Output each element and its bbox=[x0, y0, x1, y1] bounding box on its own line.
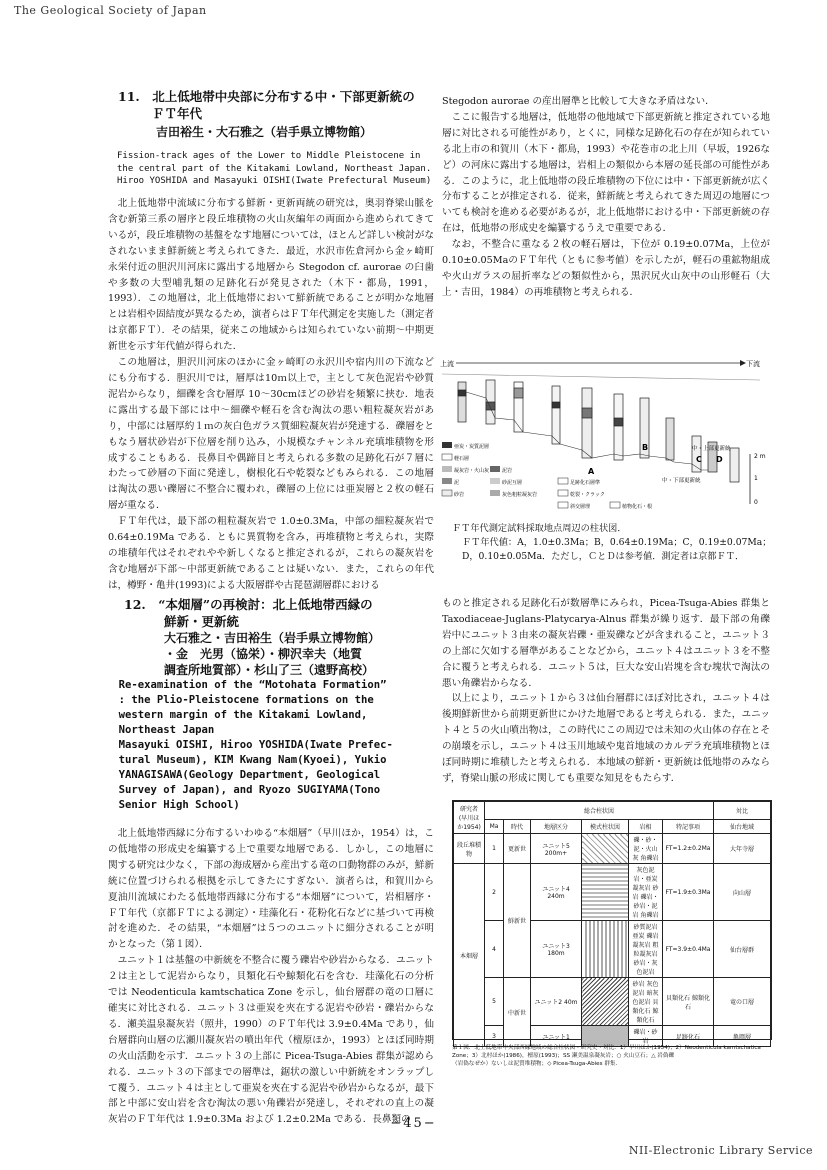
note-4: 貝類化石 鯨類化石 bbox=[663, 978, 714, 1026]
header-composite: 総合柱状図 bbox=[485, 802, 714, 820]
header-column: 模式柱状図 bbox=[582, 820, 629, 834]
article-11-left-column bbox=[118, 88, 432, 140]
column-pattern bbox=[582, 864, 629, 921]
page-number: −45− bbox=[390, 1116, 437, 1131]
legend-item: 砂岩 bbox=[454, 492, 465, 498]
sendai-unit: 向山層 bbox=[714, 864, 771, 921]
article-12-title-line1: 12. “本畑層”の再検討：北上低地帯西縁の bbox=[124, 597, 373, 612]
unit-5-lithology: 礫・砂・泥・火山灰 角礫岩 bbox=[629, 834, 663, 864]
paragraph: 北上低地帯中流域に分布する鮮新・更新両統の研究は，奥羽脊梁山脈を含む新第三系の層序と段丘堆積物の火山灰編年の両面から進められてきているが，段丘堆積物の基盤をなす地層については，ほとんど詳しい検討がなされないまま鮮新統と考えられてきた．最近，水沢市佐倉河から金ヶ崎町永栄付近の胆沢川河床に露出する地層から Stegodon cf. aurorae の臼歯や多数の大型哺乳類の足跡化石が発見された（木下・都鳥，1991，1993）．この地層は，北上低地帯において鮮新統であることが明かな地層とは岩相や固結度が異なるため，演者らはＦＴ年代測定を実施した（測定者は京都ＦＴ）．その結果，従来この地域からは知られていない前期～中期更新世を示す年代値が得られた． bbox=[108, 198, 434, 353]
legend-item: 亜炭・炭質泥層 bbox=[454, 444, 490, 450]
columnar-section-figure bbox=[440, 358, 770, 518]
paragraph: ここに報告する地層は，低地帯の他地域で下部更新統と推定されている地層に対比される可能性があり，とくに，同様な足跡化石の存在が知られている北上市の和賀川（木下・都鳥，1993）や花巻市の北上川（早坂，1926など）の河床に露出する地層は，岩相上の類似から本層の延長部の可能性がある．このように，北上低地帯の段丘堆積物の下位には中・下部更新統が広く分布することが推定される．従来，鮮新統と考えられてきた周辺の地層についても検討を進める必要があるが，北上低地帯における中・下部更新統の存在は，低地帯の形成史を編纂するうえで重要である． bbox=[442, 111, 770, 235]
legend-item: 凝灰岩・火山灰 bbox=[454, 468, 490, 474]
sendai-unit: 竜の口層 bbox=[714, 978, 771, 1026]
sample-label-b: B bbox=[642, 443, 649, 452]
library-footer: NII-Electronic Library Service bbox=[628, 1144, 813, 1157]
note-2: FT=1.9±0.3Ma bbox=[663, 864, 714, 921]
note-3: FT=3.9±0.4Ma bbox=[663, 921, 714, 978]
unit-2-lithology: 砂岩 灰色泥岩 暗灰色泥岩 貝類化石 鯨類化石 bbox=[629, 978, 663, 1026]
english-title-line: Masayuki OISHI, Hiroo YOSHIDA(Iwate Prefec- bbox=[118, 739, 393, 751]
header-ma: Ma bbox=[485, 820, 504, 834]
scale-bottom: 0 bbox=[754, 499, 758, 506]
article-12-authors-line3: 調査所地質部）・杉山了三（遠野高校） bbox=[164, 663, 375, 677]
era-pliocene: 鮮新世 bbox=[504, 864, 531, 978]
english-title-line: the central part of the Kitakami Lowland, Northeast Japan. bbox=[117, 163, 432, 174]
english-title-line: Senior High School) bbox=[118, 799, 240, 811]
note-1: FT=1.2±0.2Ma bbox=[663, 834, 714, 864]
legend-item: 足跡化石層準 bbox=[570, 480, 601, 486]
header-lithology: 岩相 bbox=[629, 820, 663, 834]
english-title-line: Survey of Japan), and Ryozo SUGIYAMA(Tono bbox=[118, 784, 381, 796]
unit-4: ユニット4 240m bbox=[531, 864, 582, 921]
sample-label-a: A bbox=[588, 467, 595, 476]
unit-1-lithology: 礫岩・砂岩 bbox=[629, 1026, 663, 1047]
scale-top: 2 m bbox=[754, 453, 766, 460]
english-title-line: tural Museum), KIM Kwang Nam(Kyoei), Yukio bbox=[118, 754, 387, 766]
article-12-title-line2: 鮮新・更新統 bbox=[164, 614, 240, 629]
upper-pleistocene-label: 中・上部更新統 bbox=[692, 446, 731, 452]
note-0: 足跡化石 bbox=[663, 1026, 714, 1047]
sendai-unit: 亀岡層 bbox=[714, 1026, 771, 1047]
caption-line: 第１図．北上低地帯中央部西縁地域の総合柱状図・研究史・対比．1）早川ほか(1954)；2）Neodenticula kamtschatica Zone；3）北村ほか(1986)，檀原(1993)；SS 瀬美温泉凝灰岩；○ 火山豆石；△ 岩偽礫 bbox=[452, 1045, 761, 1059]
english-title-line: Fission-track ages of the Lower to Middle Pleistocene in bbox=[117, 151, 421, 161]
paragraph: 北上低地帯西縁に分布するいわゆる“本畑層”（早川ほか，1954）は，この低地帯の形成史を編纂する上で重要な地層である．しかし，この地層に関する研究は少なく，下部の海成層から産出する竜の口動物群のみが，鮮新統に位置づけられる根拠を示してきたにすぎない．演者らは，和賀川から夏油川流域にわたる低地帯西縁に分布する“本畑層”について，岩相層序・ＦＴ年代（京都ＦＴによる測定）・珪藻化石・花粉化石などに基づいて再検討を進めた．その結果，“本畑層”は５つのユニットに細分されることが明かとなった（第１図）． bbox=[108, 828, 434, 951]
column-pattern bbox=[582, 921, 629, 978]
paragraph: Stegodon aurorae の産出層準と比較して大きな矛盾はない． bbox=[442, 96, 715, 107]
paragraph: なお，不整合に重なる２枚の軽石層は，下位が 0.19±0.07Ma，上位が 0.10±0.05MaのＦＴ年代（ともに参考値）を示したが，軽石の重鉱物組成や火山ガラスの屈折率などの類似性から，黒沢尻火山灰中の山形軽石（大上・吉田，1984）の再堆積物と考えられる． bbox=[442, 239, 770, 298]
article-11-body-left bbox=[108, 196, 434, 591]
column-pattern bbox=[582, 978, 629, 1026]
lower-pleistocene-label: 中・下部更新統 bbox=[662, 478, 701, 484]
ma-tick: 2 bbox=[485, 864, 504, 921]
caption-line: ＦＴ年代値：A，1.0±0.3Ma；B，0.64±0.19Ma；C，0.19±0.07Ma； bbox=[462, 537, 772, 548]
header-age: 時代 bbox=[504, 820, 531, 834]
ma-tick: 3 bbox=[485, 1026, 504, 1047]
ma-tick: 4 bbox=[485, 921, 504, 978]
paragraph: ユニット１は基盤の中新統を不整合に覆う礫岩や砂岩からなる．ユニット２は主として泥岩からなり，貝類化石や鯨類化石を含む．珪藻化石の分析では Neodenticula kamtschatica Zone を示し，仙台層群の竜の口層に確実に対比される．ユニット３は亜炭を夾在する泥岩や砂岩・礫岩からなる．瀬美温泉凝灰岩（照井，1990）のＦＴ年代は 3.9±0.4Ma であり，仙台層群向山層の広瀬川凝灰岩の噴出年代（檀原ほか，1993）とほぼ同時期の火山活動を示す．ユニット３の上部に Picea-Tsuga-Abies 群集が認められる．ユニット３の下部までの層準は，鋸状の激しい中新統をオンラップして覆う．ユニット４は主として亜炭を夾在する泥岩や砂岩からなるが，最下部と中部に安山岩を含む淘汰の悪い角礫岩が発達し，それぞれの直上の凝灰岩のＦＴ年代は 1.9±0.3Ma および 1.2±0.2Ma である．長鼻類の bbox=[108, 955, 434, 1126]
article-11-authors: 吉田裕生・大石雅之（岩手県立博物館） bbox=[156, 125, 373, 139]
caption-line: ＦＴ年代測定試料採取地点周辺の柱状図． bbox=[452, 523, 627, 534]
legend-item: 斜交層理 bbox=[570, 504, 591, 510]
unit-4-lithology: 灰色泥岩・亜炭 凝灰岩 砂岩 礫岩・砂岩・泥岩 角礫岩 bbox=[629, 864, 663, 921]
composite-column-figure bbox=[452, 800, 772, 1045]
society-header: The Geological Society of Japan bbox=[14, 4, 207, 17]
paragraph: ＦＴ年代は，最下部の粗粒凝灰岩で 1.0±0.3Ma，中部の細粒凝灰岩で 0.64±0.19Ma である．ともに異質物を含み，再堆積物と考えられ，実際の堆積年代はそれぞれやや新しくなると推定されるが，これらの凝灰岩を含む地層が下部～中部更新統であることは疑いない．また，これらの年代は，樽野・亀井(1993)による大阪層群や古琵琶湖層群における bbox=[108, 516, 434, 591]
english-title-line: western margin of the Kitakami Lowland, bbox=[118, 709, 368, 721]
sample-label-c: C bbox=[696, 455, 702, 464]
english-title-line: Northeast Japan bbox=[118, 724, 215, 736]
unit-5: ユニット5 200m+ bbox=[531, 834, 582, 864]
paragraph: この地層は，胆沢川河床のほかに金ヶ崎町の永沢川や宿内川の下流などにも分布する．胆沢川では，層厚は10ｍ以上で，主として灰色泥岩や砂質泥岩からなり，細礫を含む層厚 10～30cmほどの砂岩を頻繁に挟む．地表に露出する最下部には中～細礫や軽石を含む淘汰の悪い粗粒凝灰岩があり，中部には層厚約１ｍの灰白色ガラス質細粒凝灰岩が発達する．礫層をともなう層状砂岩が下位層を削り込み，小規模なチャンネル充填堆積物を形成することもある．長鼻目や偶蹄目と考えられる多数の足跡化石が７層にわたって砂層の下面に発達し，樹根化石や乾裂などもみられる．この地層は淘汰の悪い礫層に不整合に覆われ，礫層の上位には亜炭層と２枚の軽石層が重なる． bbox=[108, 357, 434, 512]
legend-item: 泥岩 bbox=[502, 468, 513, 474]
english-title-line: : the Plio-Pleistocene formations on the bbox=[118, 694, 374, 706]
stratigraphic-columns bbox=[458, 380, 739, 482]
header-sendai: 仙台地域 bbox=[714, 820, 771, 834]
legend-item: 泥 bbox=[454, 480, 460, 486]
article-11-body-right bbox=[442, 94, 770, 356]
legend-item: 軽石層 bbox=[454, 456, 470, 462]
english-title-line: Re-examination of the “Motohata Formation” bbox=[118, 679, 387, 691]
composite-column-table bbox=[453, 801, 771, 1047]
ma-tick: 5 bbox=[485, 978, 504, 1026]
header-previous-study: 研究者(早川ほか1954) bbox=[454, 802, 485, 834]
unit-1: ユニット1 bbox=[531, 1026, 582, 1047]
article-12-authors-line1: 大石雅之・吉田裕生（岩手県立博物館） bbox=[164, 631, 381, 645]
legend-item: 砂泥互層 bbox=[502, 480, 523, 486]
caption-line: D，0.10±0.05Ma．ただし，ＣとＤは参考値．測定者は京都ＦＴ． bbox=[462, 551, 745, 562]
upstream-label: 上流 bbox=[440, 360, 454, 368]
paragraph: ものと推定される足跡化石が数層準にみられ，Picea-Tsuga-Abies 群集と Taxodiaceae-Juglans-Platycarya-Alnus 群集が繰り返す．最下部の角礫岩中にユニット３由来の凝灰岩礫・亜炭礫などが含まれること，ユニット３の上部に欠如する層準があることなどから，ユニット４はユニット３を不整合に覆うと考えられる．ユニット５は，巨大な安山岩塊を含む塊状で淘汰の悪い角礫岩からなる． bbox=[442, 598, 770, 689]
article-12-english-title bbox=[108, 678, 438, 813]
article-11-english-title bbox=[108, 150, 438, 188]
article-12-body-right bbox=[442, 596, 770, 796]
legend-item: 植物化石・根 bbox=[622, 504, 653, 510]
legend-item: 乾裂・クラック bbox=[570, 492, 605, 498]
article-12-title-block bbox=[124, 596, 434, 678]
downstream-label: 下流 bbox=[746, 360, 760, 368]
article-12-figure-caption bbox=[452, 1044, 772, 1068]
header-unit: 地層区分 bbox=[531, 820, 582, 834]
paragraph: 以上により，ユニット１から３は仙台層群にほぼ対比され，ユニット４は後期鮮新世から前期更新世にかけた地層であると考えられる．また，ユニット４と５の火山噴出物は，この時代にこの周辺では未知の火山体の存在とその崩壊を示し，ユニット４は玉川地域や鬼首地域のカルデラ充填堆積物とほぼ同時期に堆積したと考えられる．本地域の鮮新・更新統は低地帯のみならず，脊梁山脈の形成に関しても重要な知見をもたらす． bbox=[442, 693, 770, 784]
left-unit-motohata: 本畑層 bbox=[454, 864, 485, 1047]
article-11-title-line1: 11. 北上低地帯中央部に分布する中・下部更新統の bbox=[118, 89, 415, 104]
era-pleistocene: 更新世 bbox=[504, 834, 531, 864]
scale-mid: 1 bbox=[754, 475, 758, 482]
unit-2: ユニット2 40m bbox=[531, 978, 582, 1026]
unit-3: ユニット3 180m bbox=[531, 921, 582, 978]
sendai-group-label: 仙台層群 bbox=[714, 921, 771, 978]
article-11-figure-caption bbox=[452, 522, 772, 564]
sendai-unit: 大年寺層 bbox=[714, 834, 771, 864]
sample-label-d: D bbox=[716, 455, 723, 464]
header-correlation: 対比 bbox=[714, 802, 771, 820]
english-title-line: Hiroo YOSHIDA and Masayuki OISHI(Iwate Prefectural Museum) bbox=[117, 176, 432, 186]
legend-item: 灰色粗粒凝灰岩 bbox=[502, 492, 538, 498]
caption-line: （岩偽なぜか）ないしは泥質堆積物；◇ Picea-Tsuga-Abies 群集． bbox=[452, 1061, 622, 1067]
article-11-title-line2: ＦＴ年代 bbox=[152, 106, 203, 121]
article-12-authors-line2: ・金 光男（協栄）・柳沢幸夫（地質 bbox=[164, 647, 363, 661]
era-miocene: 中新世 bbox=[504, 978, 531, 1047]
unit-3-lithology: 砂質泥岩 亜炭 礫岩 凝灰岩 粗粒凝灰岩 砂岩・灰色泥岩 bbox=[629, 921, 663, 978]
left-unit-terrace: 段丘堆積物 bbox=[454, 834, 485, 864]
english-title-line: YANAGISAWA(Geology Department, Geological bbox=[118, 769, 381, 781]
column-pattern bbox=[582, 834, 629, 864]
ma-tick: 1 bbox=[485, 834, 504, 864]
header-notes: 特記事項 bbox=[663, 820, 714, 834]
